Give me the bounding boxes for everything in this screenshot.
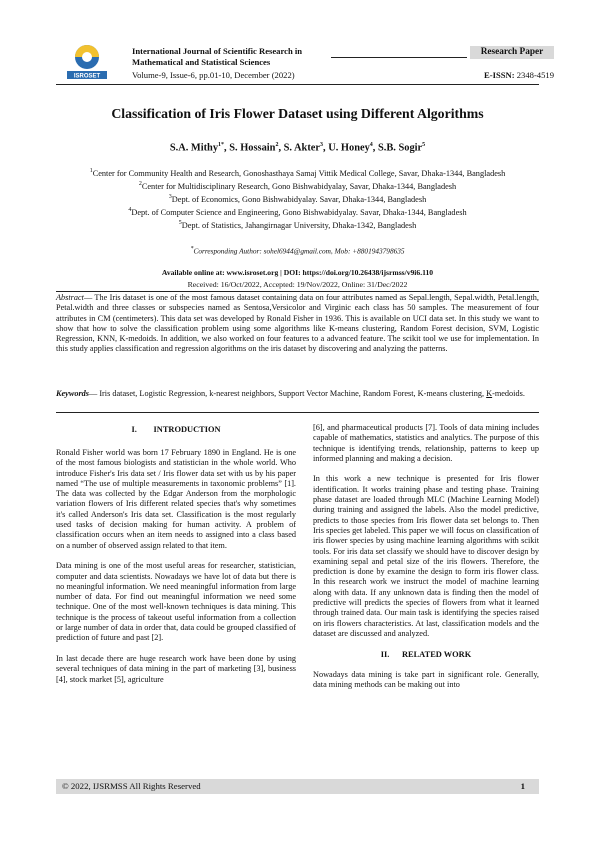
journal-name-line2: Mathematical and Statistical Sciences: [132, 57, 271, 67]
author-list: S.A. Mithy$^{1*}$, S. Hossain$^2$, S. Akter$^3$, U. Honey$^4$, S.B. Sogir$^5$: [169, 142, 426, 154]
eissn-value: 2348-4519: [516, 70, 554, 80]
right-column: [313, 423, 539, 701]
paper-title: Classification of Iris Flower Dataset using Different Algorithms: [111, 106, 484, 121]
author: S.B. Sogir: [378, 142, 423, 154]
logo-text: ISROSET: [73, 73, 101, 80]
page-footer: [56, 779, 539, 794]
paragraph: Ronald Fisher world was born 17 February 1890 in England. He is one of the most famous biologists and statistician in the whole world. Who introduce Fisher's Iris data set / Iris flower data set with us by his paper named “The use of multiple measurements in taxonomic problems” [1]. The data was collected by the Edgar Anderson from the morphologic variation flowers of Iris different related species that's why sometimes it's called Anderson's Iris data set. Classification is the most regularly used tasks of decision making for human activity. A problem of classification occurs when an item needs to assigned into a class based on a number of observed assign related to that item.: [56, 448, 296, 550]
author: S. Akter: [283, 142, 321, 154]
availability-doi: Available online at: www.isroset.org | DOI: https://doi.org/10.26438/ijsrmss/v9i6.110: [161, 268, 434, 277]
affiliations: [60, 166, 535, 231]
paragraph: In last decade there are huge research work have been done by using several techniques of data mining in the part of marketing [3], business [4], stock market [5], agriculture: [56, 653, 296, 684]
paragraph: Data mining is one of the most useful areas for researcher, statistician, computer and data scientists. Nowadays we have lot of data but there is no meaningful information. We need meaningful information from large number of data. For find out meaningful information we need some technique. One of the most well-known techniques is data mining. This technique is the process of takeout useful information from a collection or large number of data in order that, data could be grouped classified of prediction of future and past [2].: [56, 561, 296, 643]
affiliation: $^1$Center for Community Health and Research, Gonoshasthaya Samaj Vittik Medical College, Savar, Dhaka-1344, Bangladesh: [89, 168, 506, 178]
abstract-top-rule: [56, 291, 539, 292]
received-dates: Received: 16/Oct/2022, Accepted: 19/Nov/2022, Online: 31/Dec/2022: [187, 280, 408, 289]
eissn: [463, 70, 554, 81]
journal-logo: [58, 42, 116, 82]
affiliation: $^3$Dept. of Economics, Gono Bishwabidyalay. Savar, Dhaka-1344, Bangladesh: [168, 193, 427, 204]
affiliation: $^4$Dept. of Computer Science and Engineering, Gono Bishwabidyalay. Savar, Dhaka-1344, Bangladesh: [128, 206, 467, 217]
abstract-text: The Iris dataset is one of the most famous dataset containing data on four attributes named as Sepal.length, Sepal.width, Petal.length, Petal.width and three classes or subspecies named as Sentosa,Versicolor and Virginic each class has 50 samples. The measurement of four attributes in CM (centimeters). This data set was developed by Ronald Fisher in 1936. This is available on UCI data set. In this study we want to show that how to solve the classification problem using some algorithms like K-means clustering, Random Forest decision, SVM, Logistic Regression, KNN, K-medoids. In addition, we also worked on four features to a advanced feature. The scikit tool we use for implementation. In this study applies classification and regression algorithms on the iris dataset by discovering and analyzing the patterns.: [56, 293, 539, 354]
paragraph: [6], and pharmaceutical products [7]. Tools of data mining includes capable of mathematics, statistics and analytics. The purpose of this technique is identifying trends, relationship, patterns to keep up informed planning and making a decision.: [313, 423, 539, 463]
volume-info: Volume-9, Issue-6, pp.01-10, December (2022): [132, 70, 295, 80]
paragraph: Nowadays data mining is take part in significant role. Generally, data mining methods can be making out into: [313, 670, 539, 690]
paper-type-badge: Research Paper: [470, 46, 554, 59]
author: S. Hossain: [229, 142, 276, 154]
abstract: Abstract— The Iris dataset is one of the most famous dataset containing data on four attributes named as Sepal.length, Sepal.width, Petal.length, Petal.width and three classes or subspecies named as Sentosa,Versicolor and Virginic each class has 50 samples. The measurement of four attributes in CM (centimeters). This data set was developed by Ronald Fisher in 1936. This is available on UCI data set. In this study we want to show that how to solve the classification problem using some algorithms like K-means clustering, Random Forest decision, SVM, Logistic Regression, KNN, K-medoids. In addition, we also worked on four features to a advanced feature. The scikit tool we use for implementation. In this study applies classification and regression algorithms on the iris dataset by discovering and analyzing the patterns.: [56, 293, 539, 354]
author: S.A. Mithy: [169, 142, 219, 154]
keywords-bottom-rule: [56, 412, 539, 413]
page-number: 1: [520, 781, 525, 791]
affiliation: $^5$Dept. of Statistics, Jahangirnagar University, Dhaka-1342, Bangladesh: [178, 219, 417, 230]
header-blank-line: [331, 57, 467, 58]
section-heading-introduction: I. INTRODUCTION: [131, 425, 221, 434]
eissn-label: E-ISSN:: [484, 70, 515, 80]
author: U. Honey: [328, 142, 370, 154]
abstract-label: Abstract: [56, 293, 84, 302]
section-heading-related-work: II. RELATED WORK: [380, 649, 472, 659]
paragraph: In this work a new technique is presented for Iris flower identification. It works training phase and testing phase. Training phase dataset are loaded through MLC (Machine Learning Model) during training and assigned the labels. Also the model predictive, predicts to those species from Iris flower data set belongs to. Then Iris species get labeled. This paper we will focus on classification of iris flower species by using machine learning algorithms with scikit tools. For iris data set classify we should have to discover design by examining sepal and petal size of the iris flowers. Therefore, the prediction is done by examine the design to form iris flower class. In this research work we instruct the model of machine learning along with data. If any unknown data is finding then the model of predictive will predicts the species of flowers from what it learned through trained data. Our main task is identifying the species raised on iris flowers characteristics. At last, classification models and the dataset are discussed and analyzed.: [313, 474, 539, 638]
isroset-logo-icon: [58, 42, 116, 82]
header-divider: [56, 84, 539, 85]
keywords-label: Keywords: [56, 389, 89, 398]
copyright: © 2022, IJSRMSS All Rights Reserved: [62, 781, 201, 791]
journal-name-line1: International Journal of Scientific Research in: [132, 46, 303, 56]
left-column: [56, 448, 296, 695]
corresponding-author: *Corresponding Author: sohel6944@gmail.com, Mob: +8801943798635: [190, 246, 405, 256]
keywords: Keywords— Iris dataset, Logistic Regression, k-nearest neighbors, Support Vector Machine, Random Forest, K-means clustering, K-medoids.: [56, 389, 525, 398]
affiliation: $^2$Center for Multidisciplinary Research, Gono Bishwabidyalay, Savar, Dhaka-1344, Bangladesh: [138, 180, 457, 191]
